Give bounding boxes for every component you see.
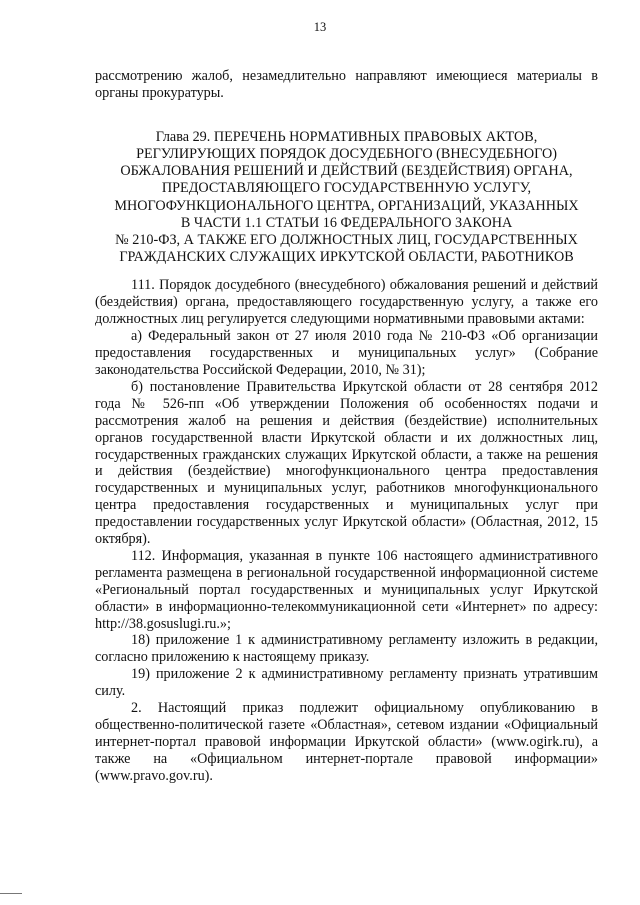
- paragraph-111: 111. Порядок досудебного (внесудебного) обжалования решений и действий (бездействия) органа, предоставляющего государственную услугу, а также его должностных лиц регулируется следующими нормативными правовыми актами:: [95, 277, 598, 328]
- chapter-heading-line: МНОГОФУНКЦИОНАЛЬНОГО ЦЕНТРА, ОРГАНИЗАЦИЙ, УКАЗАННЫХ: [114, 197, 579, 214]
- chapter-heading-line: ОБЖАЛОВАНИЯ РЕШЕНИЙ И ДЕЙСТВИЙ (БЕЗДЕЙСТВИЯ) ОРГАНА,: [120, 163, 573, 180]
- item-19: 19) приложение 2 к административному регламенту признать утратившим силу.: [95, 666, 598, 700]
- intro-paragraph: рассмотрению жалоб, незамедлительно направляют имеющиеся материалы в органы прокуратуры.: [95, 68, 598, 101]
- chapter-heading-line: В ЧАСТИ 1.1 СТАТЬИ 16 ФЕДЕРАЛЬНОГО ЗАКОНА: [180, 214, 513, 231]
- page-number: 13: [313, 20, 327, 34]
- chapter-heading-line: ПРЕДОСТАВЛЯЮЩЕГО ГОСУДАРСТВЕННУЮ УСЛУГУ,: [161, 180, 532, 197]
- chapter-heading-line: РЕГУЛИРУЮЩИХ ПОРЯДОК ДОСУДЕБНОГО (ВНЕСУДЕБНОГО): [136, 146, 557, 163]
- paragraph-111-a: а) Федеральный закон от 27 июля 2010 года № 210-ФЗ «Об организации предоставления государственных и муниципальных услуг» (Собрание законодательства Российской Федерации, 2010, № 31);: [95, 328, 598, 378]
- chapter-heading-line: ГРАЖДАНСКИХ СЛУЖАЩИХ ИРКУТСКОЙ ОБЛАСТИ, РАБОТНИКОВ: [119, 249, 574, 266]
- paragraph-111-b: б) постановление Правительства Иркутской области от 28 сентября 2012 года № 526-пп «Об утверждении Положения об особенностях подачи и рассмотрения жалоб на решения и действия (бездействие) исполнительных органов государственной власти Иркутской области и их должностных лиц, государственных гражданских служащих Иркутской области, а также на решения и действия (бездействие) многофункционального центра предоставления государственных и муниципальных услуг, работников многофункционального центра предоставления государственных и муниципальных услуг при предоставлении государственных услуг Иркутской области» (Областная, 2012, 15 октября).: [95, 378, 598, 548]
- chapter-heading-line: Глава 29. ПЕРЕЧЕНЬ НОРМАТИВНЫХ ПРАВОВЫХ АКТОВ,: [155, 128, 538, 145]
- page-edge-mark: [0, 893, 22, 894]
- paragraph-2: 2. Настоящий приказ подлежит официальному опубликованию в общественно-политической газете «Областная», сетевом издании «Официальный интернет-портал правовой информации Иркутской области» (www.ogirk.ru), а также на «Официальном интернет-портале правовой информации» (www.pravo.gov.ru).: [95, 700, 598, 784]
- item-18: 18) приложение 1 к административному регламенту изложить в редакции, согласно приложению к настоящему приказу.: [95, 632, 598, 666]
- paragraph-112: 112. Информация, указанная в пункте 106 настоящего административного регламента размещена в региональной государственной информационной системе «Региональный портал государственных и муниципальных услуг Иркутской области» в информационно-телекоммуникационной сети «Интернет» по адресу: http://38.gosuslugi.ru.»;: [95, 547, 598, 632]
- chapter-heading: [95, 129, 598, 267]
- document-body: [95, 68, 598, 785]
- chapter-heading-line: № 210-ФЗ, А ТАКЖЕ ЕГО ДОЛЖНОСТНЫХ ЛИЦ, ГОСУДАРСТВЕННЫХ: [115, 232, 578, 249]
